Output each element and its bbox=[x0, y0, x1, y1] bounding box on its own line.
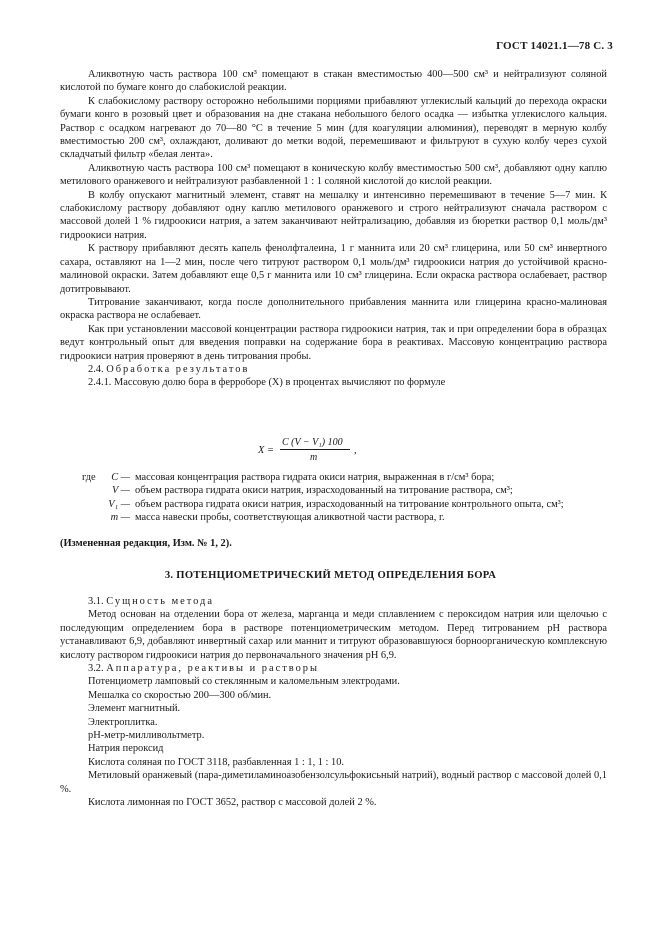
definition-text: объем раствора гидрата окиси натрия, израсходованный на титрование контрольного опыта, см³; bbox=[135, 498, 564, 510]
definition-symbol: V₁ — bbox=[108, 498, 130, 510]
top-paragraphs bbox=[60, 68, 607, 390]
section-heading-3-2 bbox=[60, 662, 607, 675]
definition-text: массовая концентрация раствора гидрата окиси натрия, выраженная в г/см³ бора; bbox=[135, 472, 495, 483]
section-title: Аппаратура, реактивы и растворы bbox=[106, 663, 319, 675]
page-header: ГОСТ 14021.1—78 С. 3 bbox=[496, 40, 613, 52]
paragraph-2-4-1: 2.4.1. Массовую долю бора в ферроборе (X) в процентах вычисляют по формуле bbox=[88, 377, 446, 389]
list-item: Элемент магнитный. bbox=[88, 703, 181, 715]
definition-symbol: C — bbox=[111, 472, 130, 483]
list-item: Метиловый оранжевый (пара-диметиламиноазобензолсульфокисьный натрий), водный раствор с массовой долей 0,1 %. bbox=[60, 770, 607, 795]
formula-definitions bbox=[82, 471, 612, 525]
definition-row bbox=[82, 471, 612, 484]
section-number: 3.2. bbox=[88, 663, 104, 675]
definition-text: масса навески пробы, соответствующая аликвотной части раствора, г. bbox=[135, 512, 445, 524]
definition-row bbox=[82, 511, 612, 524]
definition-lead bbox=[82, 498, 108, 511]
list-item: Кислота соляная по ГОСТ 3118, разбавленная 1 : 1, 1 : 10. bbox=[88, 756, 345, 768]
section-title: Сущность метода bbox=[106, 596, 214, 607]
definition-row bbox=[82, 498, 612, 511]
boron-formula bbox=[258, 436, 458, 466]
section-3-body bbox=[60, 595, 607, 810]
paragraph: В колбу опускают магнитный элемент, ставят на мешалку и интенсивно перемешивают в течение 5—7 мин. К слабокислому раствору добавляют одну каплю метилового оранжевого и строго нейтрализуют сначала раствором с массовой долей 1 % гидроокиси натрия, а затем заканчивают нейтрализацию, добавляя из бюретки раствор 0,1 моль/дм³ гидроокиси натрия. bbox=[60, 189, 607, 241]
section-title: Обработка результатов bbox=[106, 363, 250, 375]
section-heading-2-4 bbox=[60, 363, 607, 376]
section-number: 2.4. bbox=[88, 363, 104, 375]
formula-denominator: m bbox=[310, 452, 318, 463]
list-item: Потенциометр ламповый со стеклянным и каломельным электродами. bbox=[88, 676, 400, 688]
paragraph: К слабокислому раствору осторожно небольшими порциями прибавляют углекислый кальций до перехода окраски бумаги конго в розовый цвет и образования на дне стакана небольшого белого осадка — избытка углекислого кальция. Раствор с осадком нагревают до 70—80 °С в течение 5 мин (для коагуляции алюминия), переводят в мерную колбу вместимостью 200 см³, охлаждают, доливают до метки водой, перемешивают и фильтруют в сухую колбу через сухой складчатый фильтр «белая лента». bbox=[60, 95, 607, 161]
definition-symbol: V — bbox=[112, 485, 130, 497]
revision-note: (Измененная редакция, Изм. № 1, 2). bbox=[60, 538, 232, 549]
paragraph-3-1: Метод основан на отделении бора от железа, марганца и меди сплавлением с пероксидом натрия или щелочью с последующим определением бора в растворе потенциометрическим методом. Перед титрованием рН раствора устанавливают 6,9, добавляют инвертный сахар или маннит и титруют образовавшуюся борноорганическую комплексную кислоту раствором гидроокиси натрия до первоначального значения рН 6,9. bbox=[60, 609, 607, 661]
paragraph: К раствору прибавляют десять капель фенолфталеина, 1 г маннита или 20 см³ глицерина, или 50 см³ инвертного сахара, оставляют на 1—2 мин, после чего титруют раствором 0,1 моль/дм³ гидроокиси натрия до устойчивой красно-малиновой окраски. Затем добавляют еще 0,5 г маннита или 10 см³ глицерина. Если окраска раствора ослабевает, раствор дотитровывают. bbox=[60, 243, 607, 295]
paragraph: Титрование заканчивают, когда после дополнительного прибавления маннита или глицерина красно-малиновая окраска раствора не ослабевает. bbox=[60, 296, 607, 322]
formula-lhs: X = bbox=[258, 445, 274, 456]
definition-lead: где bbox=[82, 472, 96, 483]
paragraph: Аликвотную часть раствора 100 см³ помещают в стакан вместимостью 400—500 см³ и нейтрализуют соляной кислотой по бумаге конго до слабокислой реакции. bbox=[60, 69, 607, 94]
paragraph: Как при установлении массовой концентрации раствора гидроокиси натрия, так и при определении бора в образцах ведут контрольный опыт для введения поправки на содержание бора в реактивах. Массовую концентрацию раствора гидроокиси натрия проверяют в день титрования пробы. bbox=[60, 323, 607, 362]
definition-text: объем раствора гидрата окиси натрия, израсходованный на титрование раствора, см³; bbox=[135, 485, 513, 497]
list-item: Натрия пероксид bbox=[88, 743, 164, 755]
revision-note-block bbox=[60, 537, 607, 550]
list-item: Мешалка со скоростью 200—300 об/мин. bbox=[88, 689, 272, 701]
section-number: 3.1. bbox=[88, 596, 104, 607]
definition-symbol: m — bbox=[110, 512, 130, 524]
fraction-bar bbox=[280, 449, 350, 450]
section-3-title: 3. ПОТЕНЦИОМЕТРИЧЕСКИЙ МЕТОД ОПРЕДЕЛЕНИЯ БОРА bbox=[164, 570, 497, 581]
list-item: Электроплитка. bbox=[88, 716, 158, 728]
formula-numerator: C (V − V₁) 100 bbox=[282, 437, 343, 448]
formula-tail: , bbox=[354, 445, 357, 456]
list-item: Кислота лимонная по ГОСТ 3652, раствор с массовой долей 2 %. bbox=[88, 797, 377, 809]
list-item: рН-метр-милливольтметр. bbox=[88, 730, 205, 742]
definition-row bbox=[82, 484, 612, 497]
section-heading-3-1 bbox=[60, 595, 607, 608]
definition-lead bbox=[82, 511, 108, 524]
paragraph: Аликвотную часть раствора 100 см³ помещают в коническую колбу вместимостью 500 см³, добавляют одну каплю метилового оранжевого и нейтрализуют разбавленной 1 : 1 соляной кислотой до кислой реакции. bbox=[60, 162, 607, 188]
definition-lead bbox=[82, 484, 108, 497]
